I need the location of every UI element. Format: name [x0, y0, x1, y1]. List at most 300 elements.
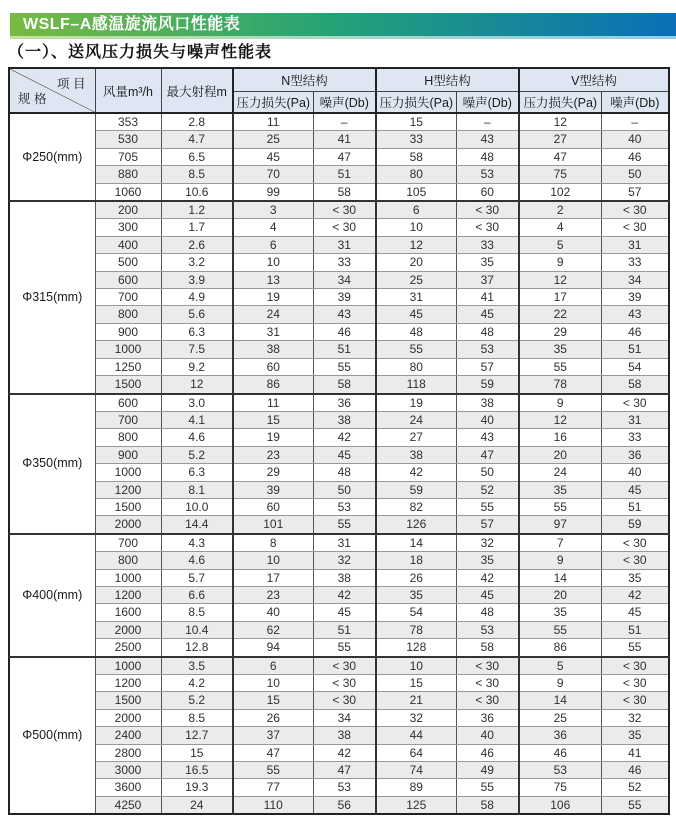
range-cell: 10.4 — [161, 621, 233, 638]
n-pressure-cell: 40 — [233, 604, 313, 621]
n-pressure-cell: 23 — [233, 446, 313, 463]
h-pressure-cell: 80 — [376, 358, 456, 375]
h-noise-cell: 45 — [456, 306, 519, 323]
h-noise-cell: 41 — [456, 289, 519, 306]
range-cell: 4.1 — [161, 411, 233, 428]
h-noise-cell: 37 — [456, 271, 519, 288]
n-pressure-cell: 19 — [233, 429, 313, 446]
h-pressure-cell: 31 — [376, 289, 456, 306]
flow-cell: 705 — [95, 148, 161, 165]
n-pressure-cell: 3 — [233, 201, 313, 219]
flow-cell: 800 — [95, 429, 161, 446]
table-row — [9, 586, 669, 603]
v-noise-cell: 33 — [601, 429, 669, 446]
v-pressure-cell: 75 — [519, 166, 601, 183]
v-pressure-cell: 24 — [519, 464, 601, 481]
corner-header-cell — [9, 68, 95, 113]
v-noise-cell: < 30 — [601, 657, 669, 675]
h-pressure-cell: 54 — [376, 604, 456, 621]
n-noise-cell: 58 — [313, 183, 376, 201]
h-pressure-cell: 10 — [376, 657, 456, 675]
v-noise-cell: 46 — [601, 323, 669, 340]
n-pressure-cell: 70 — [233, 166, 313, 183]
v-noise-cell: 33 — [601, 254, 669, 271]
n-pressure-cell: 10 — [233, 552, 313, 569]
h-noise-cell: 42 — [456, 569, 519, 586]
n-pressure-cell: 37 — [233, 727, 313, 744]
column-header-flow: 风量m³/h — [95, 68, 161, 113]
v-noise-cell: 43 — [601, 306, 669, 323]
h-pressure-cell: 128 — [376, 639, 456, 657]
table-row — [9, 727, 669, 744]
flow-cell: 1600 — [95, 604, 161, 621]
range-cell: 5.7 — [161, 569, 233, 586]
n-noise-cell: 55 — [313, 358, 376, 375]
range-cell: 3.0 — [161, 394, 233, 412]
v-noise-cell: 58 — [601, 376, 669, 394]
h-noise-cell: 43 — [456, 131, 519, 148]
flow-cell: 1200 — [95, 481, 161, 498]
v-pressure-cell: 97 — [519, 516, 601, 534]
flow-cell: 600 — [95, 394, 161, 412]
flow-cell: 600 — [95, 271, 161, 288]
spec-cell: Φ500(mm) — [9, 657, 95, 815]
header-group-row — [9, 68, 669, 91]
h-pressure-cell: 82 — [376, 498, 456, 515]
h-noise-cell: 53 — [456, 166, 519, 183]
sub-header-v-noise: 噪声(Db) — [601, 91, 669, 113]
range-cell: 14.4 — [161, 516, 233, 534]
h-pressure-cell: 105 — [376, 183, 456, 201]
table-row — [9, 692, 669, 709]
h-noise-cell: 38 — [456, 394, 519, 412]
flow-cell: 400 — [95, 236, 161, 253]
range-cell: 19.3 — [161, 779, 233, 796]
flow-cell: 880 — [95, 166, 161, 183]
range-cell: 5.6 — [161, 306, 233, 323]
v-pressure-cell: 5 — [519, 236, 601, 253]
n-noise-cell: 38 — [313, 411, 376, 428]
v-noise-cell: < 30 — [601, 534, 669, 552]
n-pressure-cell: 10 — [233, 675, 313, 692]
performance-table-body — [9, 113, 669, 814]
v-pressure-cell: 55 — [519, 498, 601, 515]
h-noise-cell: 57 — [456, 358, 519, 375]
n-noise-cell: 45 — [313, 604, 376, 621]
v-noise-cell: 45 — [601, 481, 669, 498]
v-noise-cell: 34 — [601, 271, 669, 288]
v-pressure-cell: 5 — [519, 657, 601, 675]
h-noise-cell: 60 — [456, 183, 519, 201]
n-noise-cell: 34 — [313, 271, 376, 288]
h-noise-cell: 50 — [456, 464, 519, 481]
range-cell: 8.5 — [161, 604, 233, 621]
h-noise-cell: 49 — [456, 762, 519, 779]
table-row — [9, 358, 669, 375]
flow-cell: 2000 — [95, 516, 161, 534]
v-noise-cell: 57 — [601, 183, 669, 201]
table-row — [9, 639, 669, 657]
h-noise-cell: 47 — [456, 446, 519, 463]
h-pressure-cell: 20 — [376, 254, 456, 271]
table-row — [9, 148, 669, 165]
range-cell: 4.2 — [161, 675, 233, 692]
corner-label-spec: 规 格 — [18, 92, 47, 106]
n-pressure-cell: 26 — [233, 709, 313, 726]
v-pressure-cell: 106 — [519, 796, 601, 814]
n-pressure-cell: 25 — [233, 131, 313, 148]
h-noise-cell: – — [456, 113, 519, 131]
n-noise-cell: 42 — [313, 744, 376, 761]
v-pressure-cell: 25 — [519, 709, 601, 726]
flow-cell: 3000 — [95, 762, 161, 779]
flow-cell: 200 — [95, 201, 161, 219]
table-row — [9, 762, 669, 779]
h-noise-cell: 59 — [456, 376, 519, 394]
range-cell: 24 — [161, 796, 233, 814]
flow-cell: 4250 — [95, 796, 161, 814]
n-pressure-cell: 17 — [233, 569, 313, 586]
range-cell: 2.8 — [161, 113, 233, 131]
table-row — [9, 113, 669, 131]
v-pressure-cell: 47 — [519, 148, 601, 165]
table-row — [9, 709, 669, 726]
table-header — [9, 68, 669, 113]
n-noise-cell: < 30 — [313, 675, 376, 692]
v-noise-cell: 32 — [601, 709, 669, 726]
v-noise-cell: 50 — [601, 166, 669, 183]
v-noise-cell: 52 — [601, 779, 669, 796]
flow-cell: 900 — [95, 446, 161, 463]
v-pressure-cell: 7 — [519, 534, 601, 552]
n-pressure-cell: 15 — [233, 692, 313, 709]
h-pressure-cell: 80 — [376, 166, 456, 183]
table-row — [9, 429, 669, 446]
n-pressure-cell: 4 — [233, 219, 313, 236]
range-cell: 12 — [161, 376, 233, 394]
h-pressure-cell: 12 — [376, 236, 456, 253]
v-noise-cell: 51 — [601, 621, 669, 638]
h-noise-cell: 45 — [456, 586, 519, 603]
section-subtitle: （一）、送风压力损失与噪声性能表 — [8, 44, 273, 61]
table-row — [9, 779, 669, 796]
performance-table — [8, 67, 670, 815]
spec-cell: Φ250(mm) — [9, 113, 95, 201]
v-pressure-cell: 9 — [519, 394, 601, 412]
range-cell: 4.6 — [161, 552, 233, 569]
n-pressure-cell: 110 — [233, 796, 313, 814]
v-pressure-cell: 9 — [519, 552, 601, 569]
table-row — [9, 394, 669, 412]
v-pressure-cell: 75 — [519, 779, 601, 796]
table-row — [9, 341, 669, 358]
n-pressure-cell: 6 — [233, 236, 313, 253]
n-noise-cell: 33 — [313, 254, 376, 271]
range-cell: 16.5 — [161, 762, 233, 779]
v-pressure-cell: 78 — [519, 376, 601, 394]
table-row — [9, 657, 669, 675]
v-noise-cell: 51 — [601, 341, 669, 358]
h-pressure-cell: 32 — [376, 709, 456, 726]
h-pressure-cell: 14 — [376, 534, 456, 552]
v-noise-cell: 35 — [601, 727, 669, 744]
n-noise-cell: 45 — [313, 446, 376, 463]
h-pressure-cell: 44 — [376, 727, 456, 744]
v-pressure-cell: 12 — [519, 271, 601, 288]
h-pressure-cell: 33 — [376, 131, 456, 148]
spec-cell: Φ400(mm) — [9, 534, 95, 657]
flow-cell: 700 — [95, 411, 161, 428]
n-noise-cell: 42 — [313, 429, 376, 446]
range-cell: 8.5 — [161, 166, 233, 183]
h-noise-cell: < 30 — [456, 219, 519, 236]
table-row — [9, 166, 669, 183]
v-noise-cell: 59 — [601, 516, 669, 534]
v-pressure-cell: 86 — [519, 639, 601, 657]
flow-cell: 700 — [95, 534, 161, 552]
v-noise-cell: 51 — [601, 498, 669, 515]
flow-cell: 1000 — [95, 657, 161, 675]
n-noise-cell: 42 — [313, 586, 376, 603]
h-pressure-cell: 126 — [376, 516, 456, 534]
n-pressure-cell: 60 — [233, 498, 313, 515]
h-noise-cell: < 30 — [456, 692, 519, 709]
h-noise-cell: 40 — [456, 411, 519, 428]
n-noise-cell: 55 — [313, 516, 376, 534]
h-pressure-cell: 38 — [376, 446, 456, 463]
h-pressure-cell: 25 — [376, 271, 456, 288]
n-noise-cell: 38 — [313, 569, 376, 586]
n-noise-cell: 48 — [313, 464, 376, 481]
n-pressure-cell: 11 — [233, 394, 313, 412]
h-noise-cell: 48 — [456, 604, 519, 621]
table-row — [9, 254, 669, 271]
table-row — [9, 675, 669, 692]
n-noise-cell: 39 — [313, 289, 376, 306]
table-row — [9, 323, 669, 340]
flow-cell: 1500 — [95, 498, 161, 515]
flow-cell: 800 — [95, 552, 161, 569]
n-pressure-cell: 8 — [233, 534, 313, 552]
n-noise-cell: 51 — [313, 166, 376, 183]
h-pressure-cell: 45 — [376, 306, 456, 323]
v-noise-cell: < 30 — [601, 692, 669, 709]
n-noise-cell: 41 — [313, 131, 376, 148]
flow-cell: 1500 — [95, 376, 161, 394]
h-noise-cell: 53 — [456, 341, 519, 358]
flow-cell: 3600 — [95, 779, 161, 796]
table-row — [9, 219, 669, 236]
flow-cell: 2000 — [95, 709, 161, 726]
flow-cell: 1000 — [95, 341, 161, 358]
v-pressure-cell: 27 — [519, 131, 601, 148]
v-pressure-cell: 36 — [519, 727, 601, 744]
h-pressure-cell: 58 — [376, 148, 456, 165]
table-row — [9, 411, 669, 428]
flow-cell: 500 — [95, 254, 161, 271]
n-pressure-cell: 94 — [233, 639, 313, 657]
n-noise-cell: 34 — [313, 709, 376, 726]
range-cell: 10.0 — [161, 498, 233, 515]
h-noise-cell: 40 — [456, 727, 519, 744]
flow-cell: 2500 — [95, 639, 161, 657]
flow-cell: 1250 — [95, 358, 161, 375]
v-pressure-cell: 12 — [519, 411, 601, 428]
table-row — [9, 796, 669, 814]
h-pressure-cell: 26 — [376, 569, 456, 586]
h-noise-cell: 33 — [456, 236, 519, 253]
h-pressure-cell: 42 — [376, 464, 456, 481]
h-pressure-cell: 78 — [376, 621, 456, 638]
n-pressure-cell: 47 — [233, 744, 313, 761]
flow-cell: 300 — [95, 219, 161, 236]
n-noise-cell: 31 — [313, 236, 376, 253]
v-pressure-cell: 35 — [519, 481, 601, 498]
range-cell: 6.3 — [161, 464, 233, 481]
n-pressure-cell: 24 — [233, 306, 313, 323]
table-row — [9, 131, 669, 148]
sub-header-n-pressure: 压力损失(Pa) — [233, 91, 313, 113]
range-cell: 3.2 — [161, 254, 233, 271]
sub-header-n-noise: 噪声(Db) — [313, 91, 376, 113]
v-noise-cell: 36 — [601, 446, 669, 463]
h-pressure-cell: 89 — [376, 779, 456, 796]
group-header-h-type: H型结构 — [376, 68, 519, 91]
h-pressure-cell: 15 — [376, 675, 456, 692]
n-noise-cell: 51 — [313, 341, 376, 358]
flow-cell: 2000 — [95, 621, 161, 638]
v-noise-cell: 31 — [601, 411, 669, 428]
n-pressure-cell: 11 — [233, 113, 313, 131]
h-pressure-cell: 118 — [376, 376, 456, 394]
v-noise-cell: – — [601, 113, 669, 131]
table-row — [9, 604, 669, 621]
n-pressure-cell: 6 — [233, 657, 313, 675]
n-pressure-cell: 60 — [233, 358, 313, 375]
v-pressure-cell: 22 — [519, 306, 601, 323]
banner-accent-strip — [10, 36, 676, 39]
range-cell: 12.7 — [161, 727, 233, 744]
flow-cell: 1000 — [95, 464, 161, 481]
n-noise-cell: < 30 — [313, 219, 376, 236]
h-noise-cell: 58 — [456, 639, 519, 657]
group-header-v-type: V型结构 — [519, 68, 669, 91]
n-pressure-cell: 23 — [233, 586, 313, 603]
range-cell: 3.9 — [161, 271, 233, 288]
v-noise-cell: 40 — [601, 131, 669, 148]
h-noise-cell: 32 — [456, 534, 519, 552]
range-cell: 5.2 — [161, 446, 233, 463]
h-noise-cell: 53 — [456, 621, 519, 638]
v-noise-cell: 39 — [601, 289, 669, 306]
title-banner — [10, 13, 676, 36]
v-pressure-cell: 4 — [519, 219, 601, 236]
table-row — [9, 446, 669, 463]
v-noise-cell: 55 — [601, 796, 669, 814]
h-pressure-cell: 27 — [376, 429, 456, 446]
v-pressure-cell: 46 — [519, 744, 601, 761]
table-row — [9, 534, 669, 552]
h-noise-cell: 52 — [456, 481, 519, 498]
sub-header-v-pressure: 压力损失(Pa) — [519, 91, 601, 113]
v-noise-cell: 35 — [601, 569, 669, 586]
v-noise-cell: 45 — [601, 604, 669, 621]
table-row — [9, 306, 669, 323]
n-noise-cell: 31 — [313, 534, 376, 552]
v-pressure-cell: 9 — [519, 254, 601, 271]
table-row — [9, 498, 669, 515]
table-row — [9, 621, 669, 638]
n-noise-cell: 50 — [313, 481, 376, 498]
v-noise-cell: < 30 — [601, 219, 669, 236]
sub-header-h-noise: 噪声(Db) — [456, 91, 519, 113]
table-row — [9, 464, 669, 481]
v-noise-cell: 41 — [601, 744, 669, 761]
table-row — [9, 236, 669, 253]
v-pressure-cell: 20 — [519, 446, 601, 463]
h-noise-cell: 35 — [456, 552, 519, 569]
n-noise-cell: 38 — [313, 727, 376, 744]
flow-cell: 1000 — [95, 569, 161, 586]
h-pressure-cell: 74 — [376, 762, 456, 779]
v-pressure-cell: 17 — [519, 289, 601, 306]
h-pressure-cell: 21 — [376, 692, 456, 709]
v-noise-cell: 40 — [601, 464, 669, 481]
n-pressure-cell: 86 — [233, 376, 313, 394]
v-pressure-cell: 14 — [519, 692, 601, 709]
h-noise-cell: 57 — [456, 516, 519, 534]
range-cell: 3.5 — [161, 657, 233, 675]
range-cell: 8.5 — [161, 709, 233, 726]
flow-cell: 800 — [95, 306, 161, 323]
h-noise-cell: 58 — [456, 796, 519, 814]
n-pressure-cell: 19 — [233, 289, 313, 306]
table-row — [9, 569, 669, 586]
v-pressure-cell: 102 — [519, 183, 601, 201]
h-pressure-cell: 24 — [376, 411, 456, 428]
n-pressure-cell: 29 — [233, 464, 313, 481]
n-pressure-cell: 39 — [233, 481, 313, 498]
v-pressure-cell: 29 — [519, 323, 601, 340]
flow-cell: 530 — [95, 131, 161, 148]
h-noise-cell: < 30 — [456, 675, 519, 692]
range-cell: 7.5 — [161, 341, 233, 358]
v-pressure-cell: 35 — [519, 604, 601, 621]
table-row — [9, 201, 669, 219]
n-noise-cell: 55 — [313, 639, 376, 657]
n-noise-cell: 58 — [313, 376, 376, 394]
n-pressure-cell: 62 — [233, 621, 313, 638]
h-pressure-cell: 35 — [376, 586, 456, 603]
n-noise-cell: 47 — [313, 762, 376, 779]
v-noise-cell: < 30 — [601, 201, 669, 219]
range-cell: 8.1 — [161, 481, 233, 498]
v-noise-cell: 55 — [601, 639, 669, 657]
h-pressure-cell: 6 — [376, 201, 456, 219]
n-noise-cell: – — [313, 113, 376, 131]
n-pressure-cell: 55 — [233, 762, 313, 779]
h-pressure-cell: 55 — [376, 341, 456, 358]
flow-cell: 2800 — [95, 744, 161, 761]
flow-cell: 700 — [95, 289, 161, 306]
n-pressure-cell: 45 — [233, 148, 313, 165]
v-noise-cell: < 30 — [601, 552, 669, 569]
h-pressure-cell: 64 — [376, 744, 456, 761]
flow-cell: 900 — [95, 323, 161, 340]
v-pressure-cell: 53 — [519, 762, 601, 779]
h-pressure-cell: 125 — [376, 796, 456, 814]
v-noise-cell: 42 — [601, 586, 669, 603]
